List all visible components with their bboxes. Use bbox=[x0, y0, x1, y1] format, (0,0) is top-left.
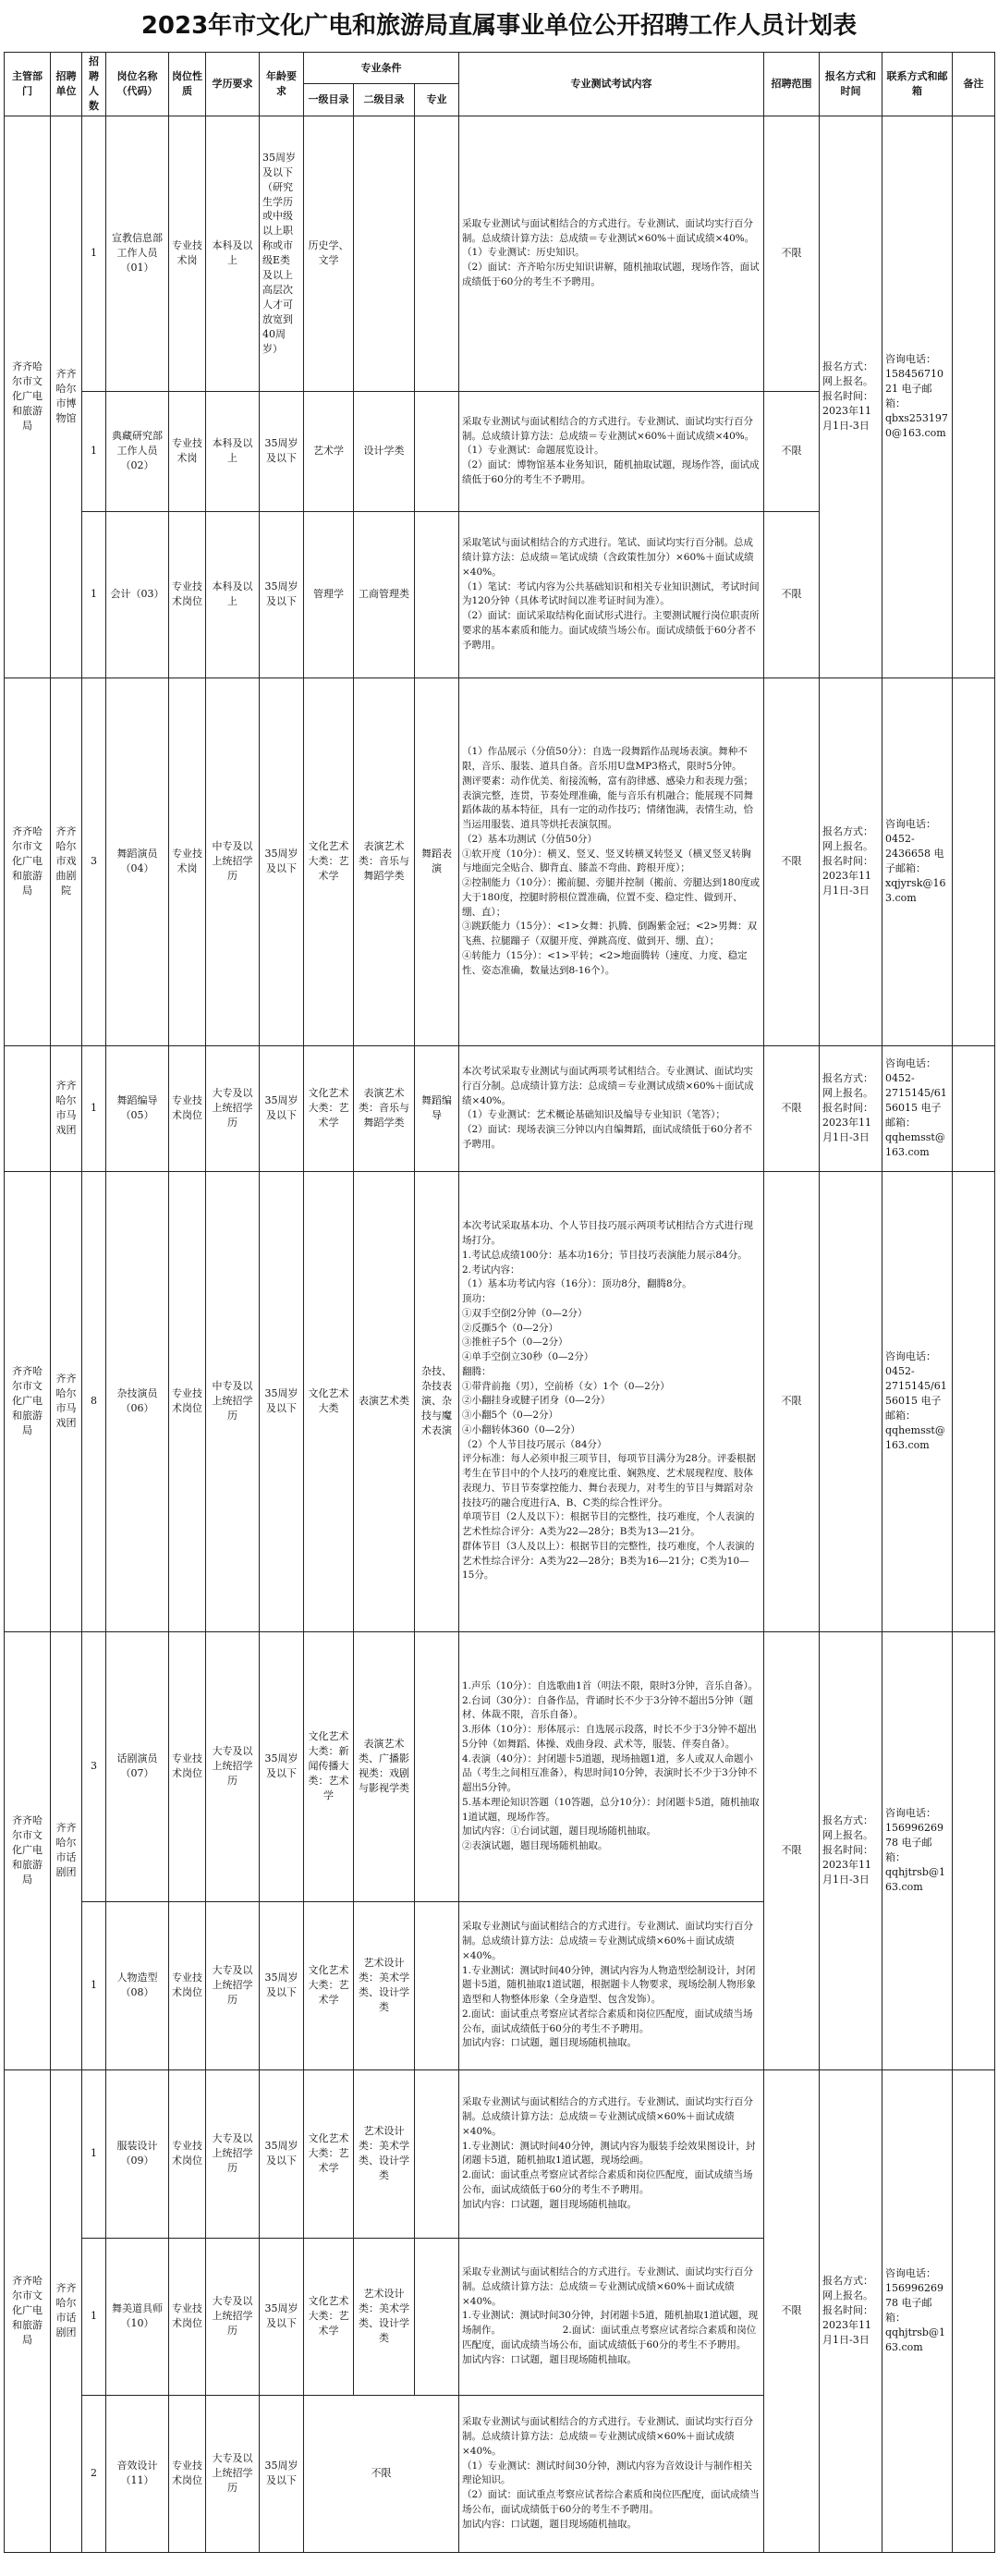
recruitment-plan-table bbox=[4, 52, 995, 2553]
exam-cell: 采取专业测试与面试相结合的方式进行。专业测试、面试均实行百分制。总成绩计算方法：总成绩＝专业测试×60%＋面试成绩×40%。 （1）专业测试：命题展览设计。 （2）面试：博物馆基本业务知识，随机抽取试题，现场作答，面试成绩低于60分的考生不予聘用。 bbox=[459, 391, 764, 511]
age-cell: 35周岁及以下 bbox=[260, 1901, 304, 2069]
major3-cell bbox=[415, 2238, 459, 2395]
header-major1: 一级目录 bbox=[304, 84, 354, 116]
contact-cell: 咨询电话：15845671021 电子邮箱：qbxs2531970@163.com bbox=[882, 116, 953, 678]
age-cell: 35周岁及以下 bbox=[260, 511, 304, 678]
count-cell: 1 bbox=[82, 1045, 106, 1171]
count-cell: 2 bbox=[82, 2395, 106, 2552]
major2-cell: 艺术设计类：美术学类、设计学类 bbox=[354, 2238, 415, 2395]
header-unit: 招聘单位 bbox=[51, 53, 82, 116]
exam-cell: 采取专业测试与面试相结合的方式进行。专业测试、面试均实行百分制。总成绩计算方法：总成绩＝专业测试成绩×60%＋面试成绩×40%。 1.专业测试：测试时间40分钟，测试内容为服装手绘效果图设计，封闭题卡5道，随机抽取1道试题，现场绘画。 2.面试：面试重点考察应试者综合素质和岗位匹配度，面试成绩当场公布，面试成绩低于60分的考生不予聘用。 加试内容：口试题，题目现场随机抽取。 bbox=[459, 2069, 764, 2238]
major1-cell: 文化艺术大类：新闻传播大类：艺术学 bbox=[304, 1631, 354, 1901]
remark-cell bbox=[953, 678, 995, 1045]
count-cell: 1 bbox=[82, 116, 106, 391]
post-cell: 舞蹈演员（04） bbox=[106, 678, 169, 1045]
header-count: 招聘人数 bbox=[82, 53, 106, 116]
edu-cell: 大专及以上统招学历 bbox=[206, 1631, 260, 1901]
nature-cell: 专业技术岗 bbox=[169, 391, 206, 511]
nature-cell: 专业技术岗位 bbox=[169, 2238, 206, 2395]
table-row bbox=[5, 116, 995, 391]
header-age: 年龄要求 bbox=[260, 53, 304, 116]
age-cell: 35周岁及以下 bbox=[260, 1045, 304, 1171]
unit-cell: 齐齐哈尔市话剧团 bbox=[51, 1631, 82, 2069]
signup-cell: 报名方式：网上报名。报名时间：2023年11月1日-3日 bbox=[820, 678, 882, 1045]
document-title: 2023年市文化广电和旅游局直属事业单位公开招聘工作人员计划表 bbox=[140, 12, 858, 40]
scope-cell: 不限 bbox=[764, 678, 820, 1045]
contact-cell: 咨询电话：0452-2715145/6156015 电子邮箱：qqhemsst@163.com bbox=[882, 1171, 953, 1631]
major2-cell: 表演艺术类：音乐与舞蹈学类 bbox=[354, 678, 415, 1045]
header-post: 岗位名称（代码） bbox=[106, 53, 169, 116]
contact-cell: 咨询电话：0452-2436658 电子邮箱：xqjyrsk@163.com bbox=[882, 678, 953, 1045]
post-cell: 话剧演员（07） bbox=[106, 1631, 169, 1901]
unit-cell: 齐齐哈尔市博物馆 bbox=[51, 116, 82, 678]
major2-cell: 工商管理类 bbox=[354, 511, 415, 678]
age-cell: 35周岁及以下 bbox=[260, 678, 304, 1045]
post-cell: 宣教信息部工作人员（01） bbox=[106, 116, 169, 391]
age-cell: 35周岁及以下（研究生学历或中级以上职称或市级E类及以上高层次人才可放宽到40周岁） bbox=[260, 116, 304, 391]
post-cell: 服装设计（09） bbox=[106, 2069, 169, 2238]
edu-cell: 大专及以上统招学历 bbox=[206, 2069, 260, 2238]
major3-cell bbox=[415, 116, 459, 391]
age-cell: 35周岁及以下 bbox=[260, 2069, 304, 2238]
scope-cell: 不限 bbox=[764, 1045, 820, 1171]
major1-cell: 文化艺术大类：艺术学 bbox=[304, 2238, 354, 2395]
table-row bbox=[5, 1171, 995, 1631]
table-row bbox=[5, 1045, 995, 1171]
contact-cell: 咨询电话：15699626978 电子邮箱：qqhjtrsb@163.com bbox=[882, 2069, 953, 2552]
age-cell: 35周岁及以下 bbox=[260, 1631, 304, 1901]
header-dept: 主管部门 bbox=[5, 53, 51, 116]
age-cell: 35周岁及以下 bbox=[260, 391, 304, 511]
nature-cell: 专业技术岗位 bbox=[169, 511, 206, 678]
scope-cell: 不限 bbox=[764, 391, 820, 511]
nature-cell: 专业技术岗位 bbox=[169, 2069, 206, 2238]
major1-cell: 文化艺术大类：艺术学 bbox=[304, 1901, 354, 2069]
major3-cell bbox=[415, 391, 459, 511]
nature-cell: 专业技术岗位 bbox=[169, 1901, 206, 2069]
remark-cell bbox=[953, 1171, 995, 1631]
major1-cell: 不限 bbox=[304, 2395, 459, 2552]
count-cell: 1 bbox=[82, 391, 106, 511]
header-major: 专业条件 bbox=[304, 53, 459, 84]
post-cell: 舞蹈编导（05） bbox=[106, 1045, 169, 1171]
age-cell: 35周岁及以下 bbox=[260, 1171, 304, 1631]
post-cell: 人物造型（08） bbox=[106, 1901, 169, 2069]
header-remark: 备注 bbox=[953, 53, 995, 116]
scope-cell: 不限 bbox=[764, 116, 820, 391]
dept-cell: 齐齐哈尔市文化广电和旅游局 bbox=[5, 1631, 51, 2069]
edu-cell: 本科及以上 bbox=[206, 511, 260, 678]
remark-cell bbox=[953, 116, 995, 678]
unit-cell: 齐齐哈尔市话剧团 bbox=[51, 2069, 82, 2552]
major1-cell: 文化艺术大类：艺术学 bbox=[304, 2069, 354, 2238]
exam-cell: 采取专业测试与面试相结合的方式进行。专业测试、面试均实行百分制。总成绩计算方法：总成绩＝专业测试成绩×60%＋面试成绩×40%。 （1）专业测试：测试时间30分钟，测试内容为音效设计与制作相关理论知识。 （2）面试：面试重点考察应试者综合素质和岗位匹配度，面试成绩当场公布，面试成绩低于60分的考生不予聘用。 加试内容：口试题，题目现场随机抽取。 bbox=[459, 2395, 764, 2552]
table-row bbox=[5, 1631, 995, 1901]
count-cell: 8 bbox=[82, 1171, 106, 1631]
edu-cell: 本科及以上 bbox=[206, 116, 260, 391]
post-cell: 杂技演员（06） bbox=[106, 1171, 169, 1631]
edu-cell: 中专及以上统招学历 bbox=[206, 678, 260, 1045]
major2-cell: 艺术设计类：美术学类、设计学类 bbox=[354, 1901, 415, 2069]
post-cell: 音效设计（11） bbox=[106, 2395, 169, 2552]
dept-cell: 齐齐哈尔市文化广电和旅游局 bbox=[5, 116, 51, 678]
scope-cell: 不限 bbox=[764, 1631, 820, 2069]
major3-cell: 杂技、杂技表演、杂技与魔术表演 bbox=[415, 1171, 459, 1631]
remark-cell bbox=[953, 1631, 995, 2069]
major2-cell: 艺术设计类：美术学类、设计学类 bbox=[354, 2069, 415, 2238]
dept-cell: 齐齐哈尔市文化广电和旅游局 bbox=[5, 678, 51, 1045]
scope-cell: 不限 bbox=[764, 2069, 820, 2552]
count-cell: 3 bbox=[82, 678, 106, 1045]
major2-cell: 表演艺术类：音乐与舞蹈学类 bbox=[354, 1045, 415, 1171]
exam-cell: 采取专业测试与面试相结合的方式进行。专业测试、面试均实行百分制。总成绩计算方法：总成绩＝专业测试成绩×60%＋面试成绩×40%。 1.专业测试：测试时间40分钟，测试内容为人物造型绘制设计，封闭题卡5道，随机抽取1道试题，根据题卡人物要求，现场绘制人物形象造型和人物整体形象（全身造型、包含发饰）。 2.面试：面试重点考察应试者综合素质和岗位匹配度，面试成绩当场公布，面试成绩低于60分的考生不予聘用。 加试内容：口试题，题目现场随机抽取。 bbox=[459, 1901, 764, 2069]
post-cell: 舞美道具师（10） bbox=[106, 2238, 169, 2395]
nature-cell: 专业技术岗位 bbox=[169, 1631, 206, 1901]
major1-cell: 文化艺术大类：艺术学 bbox=[304, 678, 354, 1045]
exam-cell: 采取专业测试与面试相结合的方式进行。专业测试、面试均实行百分制。总成绩计算方法：总成绩＝专业测试×60%＋面试成绩×40%。 （1）专业测试：历史知识。 （2）面试：齐齐哈尔历史知识讲解，随机抽取试题，现场作答，面试成绩低于60分的考生不予聘用。 bbox=[459, 116, 764, 391]
edu-cell: 大专及以上统招学历 bbox=[206, 1045, 260, 1171]
contact-cell: 咨询电话：0452-2715145/6156015 电子邮箱：qqhemsst@163.com bbox=[882, 1045, 953, 1171]
header-signup: 报名方式和时间 bbox=[820, 53, 882, 116]
major3-cell bbox=[415, 2069, 459, 2238]
major3-cell: 舞蹈表演 bbox=[415, 678, 459, 1045]
edu-cell: 中专及以上统招学历 bbox=[206, 1171, 260, 1631]
header-major2: 二级目录 bbox=[354, 84, 415, 116]
count-cell: 3 bbox=[82, 1631, 106, 1901]
edu-cell: 大专及以上统招学历 bbox=[206, 1901, 260, 2069]
major2-cell bbox=[354, 116, 415, 391]
nature-cell: 专业技术岗位 bbox=[169, 1045, 206, 1171]
remark-cell bbox=[953, 1045, 995, 1171]
exam-cell: 1.声乐（10分）：自选歌曲1首（明法不限，限时3分钟，音乐自备）。 2.台词（30分）：自备作品，背诵时长不少于3分钟不超出5分钟（题材、体裁不限，音乐自备）。 3.形体（10分）：形体展示：自选展示段落，时长不少于3分钟不超出5分钟（如舞蹈、体操、戏曲身段、武术等，服装、伴奏自备）。 4.表演（40分）：封闭题卡5道题，现场抽题1道，多人或双人命题小品（考生之间相互准备），构思时间10分钟，表演时长不少于3分钟不超出5分钟。 5.基本理论知识答题（10答题，总分10分）：封闭题卡5道，随机抽取1道试题，现场作答。 加试内容：①台词试题，题目现场随机抽取。 ②表演试题，题目现场随机抽取。 bbox=[459, 1631, 764, 1901]
unit-cell: 齐齐哈尔市戏曲剧院 bbox=[51, 678, 82, 1045]
nature-cell: 专业技术岗位 bbox=[169, 1171, 206, 1631]
major1-cell: 艺术学 bbox=[304, 391, 354, 511]
exam-cell: （1）作品展示（分值50分）：自选一段舞蹈作品现场表演。舞种不限，音乐、服装、道具自备。音乐用U盘MP3格式，限时5分钟。 测评要素：动作优美、衔接流畅，富有韵律感、感染力和表现力强；表演完整，连贯，节奏处理准确，能与音乐有机融合；能展现不同舞蹈体裁的基本特征，具有一定的动作技巧；情绪饱满，表情生动，恰当运用服装、道具等烘托表演氛围。 （2）基本功测试（分值50分） ①软开度（10分）：横叉、竖叉、竖叉转横叉转竖叉（横叉竖叉转胸与地面完全贴合、脚背直、膝盖不弯曲、跨根开度）； ②控制能力（10分）：搬前腿、旁腿并控制（搬前、旁腿达到180度或大于180度，控腿时胯根位置准确，位置不变、稳定性、做到开、绷、直）； ③跳跃能力（15分）：<1>女舞：扒腾、倒踢紫金冠；<2>男舞：双飞燕、拉腿蹦子（双腿开度、弹跳高度、做到开、绷、直）； ④转能力（15分）：<1>平转；<2>地面腾转（速度、力度、稳定性、姿态准确，数量达到8-16个）。 bbox=[459, 678, 764, 1045]
exam-cell: 本次考试采取基本功、个人节目技巧展示两项考试相结合方式进行现场打分。 1.考试总成绩100分：基本功16分；节目技巧表演能力展示84分。 2.考试内容： （1）基本功考试内容（16分）：顶功8分，翻腾8分。 顶功： ①双手空倒2分钟（0—2分） ②反撕5个（0—2分） ③推桩子5个（0—2分） ④单手空倒立30秒（0—2分） 翻腾： ①带背前拖（男），空前桥（女）1个（0—2分） ②小翻挂身或腱子团身（0—2分） ③小翻5个（0—2分） ④小翻转体360（0—2分） （2）个人节目技巧展示（84分） 评分标准：每人必须申报三项节目，每项节目满分为28分。评委根据考生在节目中的个人技巧的难度比重、娴熟度、艺术展现程度、肢体表现力、节目节奏掌控能力、舞台表现力，对考生的节目与舞蹈对杂技技巧的融合度进行A、B、C类的综合性评分。 单项节目（2人及以下）：根据节目的完整性，技巧难度，个人表演的艺术性综合评分：A类为22—28分；B类为13—21分。 群体节目（3人及以上）：根据节目的完整性，技巧难度，个人表演的艺术性综合评分：A类为22—28分；B类为16—21分；C类为10—15分。 bbox=[459, 1171, 764, 1631]
signup-cell: 报名方式：网上报名。报名时间：2023年11月1日-3日 bbox=[820, 1045, 882, 1171]
exam-cell: 采取笔试与面试相结合的方式进行。笔试、面试均实行百分制。总成绩计算方法：总成绩＝笔试成绩（含政策性加分）×60%＋面试成绩×40%。 （1）笔试：考试内容为公共基础知识和相关专业知识测试，考试时间为120分钟（具体考试时间以准考证时间为准）。 （2）面试：面试采取结构化面试形式进行。主要测试履行岗位职责所要求的基本素质和能力。面试成绩当场公布。面试成绩低于60分者不予聘用。 bbox=[459, 511, 764, 678]
dept-cell: 齐齐哈尔市文化广电和旅游局 bbox=[5, 1171, 51, 1631]
major2-cell: 表演艺术类、广播影视类：戏剧与影视学类 bbox=[354, 1631, 415, 1901]
post-cell: 会计（03） bbox=[106, 511, 169, 678]
header-exam: 专业测试考试内容 bbox=[459, 53, 764, 116]
count-cell: 1 bbox=[82, 2238, 106, 2395]
major3-cell bbox=[415, 511, 459, 678]
major1-cell: 文化艺术大类 bbox=[304, 1171, 354, 1631]
table-row bbox=[5, 678, 995, 1045]
age-cell: 35周岁及以下 bbox=[260, 2395, 304, 2552]
age-cell: 35周岁及以下 bbox=[260, 2238, 304, 2395]
major3-cell: 舞蹈编导 bbox=[415, 1045, 459, 1171]
signup-cell: 报名方式：网上报名。报名时间：2023年11月1日-3日 bbox=[820, 116, 882, 678]
edu-cell: 大专及以上统招学历 bbox=[206, 2238, 260, 2395]
major2-cell: 设计学类 bbox=[354, 391, 415, 511]
nature-cell: 专业技术岗 bbox=[169, 116, 206, 391]
signup-cell: 报名方式：网上报名。报名时间：2023年11月1日-3日 bbox=[820, 1631, 882, 2069]
major1-cell: 管理学 bbox=[304, 511, 354, 678]
count-cell: 1 bbox=[82, 1901, 106, 2069]
signup-cell bbox=[820, 1171, 882, 1631]
header-scope: 招聘范围 bbox=[764, 53, 820, 116]
post-cell: 典藏研究部工作人员（02） bbox=[106, 391, 169, 511]
unit-cell: 齐齐哈尔市马戏团 bbox=[51, 1171, 82, 1631]
major1-cell: 文化艺术大类：艺术学 bbox=[304, 1045, 354, 1171]
count-cell: 1 bbox=[82, 511, 106, 678]
header-contact: 联系方式和邮箱 bbox=[882, 53, 953, 116]
contact-cell: 咨询电话：15699626978 电子邮箱：qqhjtrsb@163.com bbox=[882, 1631, 953, 2069]
exam-cell: 本次考试采取专业测试与面试两项考试相结合。专业测试、面试均实行百分制。总成绩计算方法：总成绩＝专业测试成绩×60%＋面试成绩×40%。 （1）专业测试：艺术概论基础知识及编导专业知识（笔答）； （2）面试：现场表演三分钟以内自编舞蹈，面试成绩低于60分者不予聘用。 bbox=[459, 1045, 764, 1171]
header-nature: 岗位性质 bbox=[169, 53, 206, 116]
count-cell: 1 bbox=[82, 2069, 106, 2238]
major1-cell: 历史学、文学 bbox=[304, 116, 354, 391]
edu-cell: 本科及以上 bbox=[206, 391, 260, 511]
header-major3: 专业 bbox=[415, 84, 459, 116]
dept-cell: 齐齐哈尔市文化广电和旅游局 bbox=[5, 2069, 51, 2552]
major3-cell bbox=[415, 1901, 459, 2069]
signup-cell: 报名方式：网上报名。报名时间：2023年11月1日-3日 bbox=[820, 2069, 882, 2552]
scope-cell: 不限 bbox=[764, 1171, 820, 1631]
major3-cell bbox=[415, 1631, 459, 1901]
table-row bbox=[5, 2069, 995, 2238]
header-edu: 学历要求 bbox=[206, 53, 260, 116]
unit-cell: 齐齐哈尔市马戏团 bbox=[51, 1045, 82, 1171]
scope-cell: 不限 bbox=[764, 511, 820, 678]
remark-cell bbox=[953, 2069, 995, 2552]
dept-cell bbox=[5, 1045, 51, 1171]
exam-cell: 采取专业测试与面试相结合的方式进行。专业测试、面试均实行百分制。总成绩计算方法：总成绩＝专业测试成绩×60%＋面试成绩×40%。 1.专业测试：测试时间30分钟，封闭题卡5道，随机抽取1道试题，现场制作。 2.面试：面试重点考察应试者综合素质和岗位匹配度，面试成绩当场公布，面试成绩低于60分的考生不予聘用。 加试内容：口试题，题目现场随机抽取。 bbox=[459, 2238, 764, 2395]
nature-cell: 专业技术岗 bbox=[169, 678, 206, 1045]
nature-cell: 专业技术岗位 bbox=[169, 2395, 206, 2552]
major2-cell: 表演艺术类 bbox=[354, 1171, 415, 1631]
edu-cell: 大专及以上统招学历 bbox=[206, 2395, 260, 2552]
